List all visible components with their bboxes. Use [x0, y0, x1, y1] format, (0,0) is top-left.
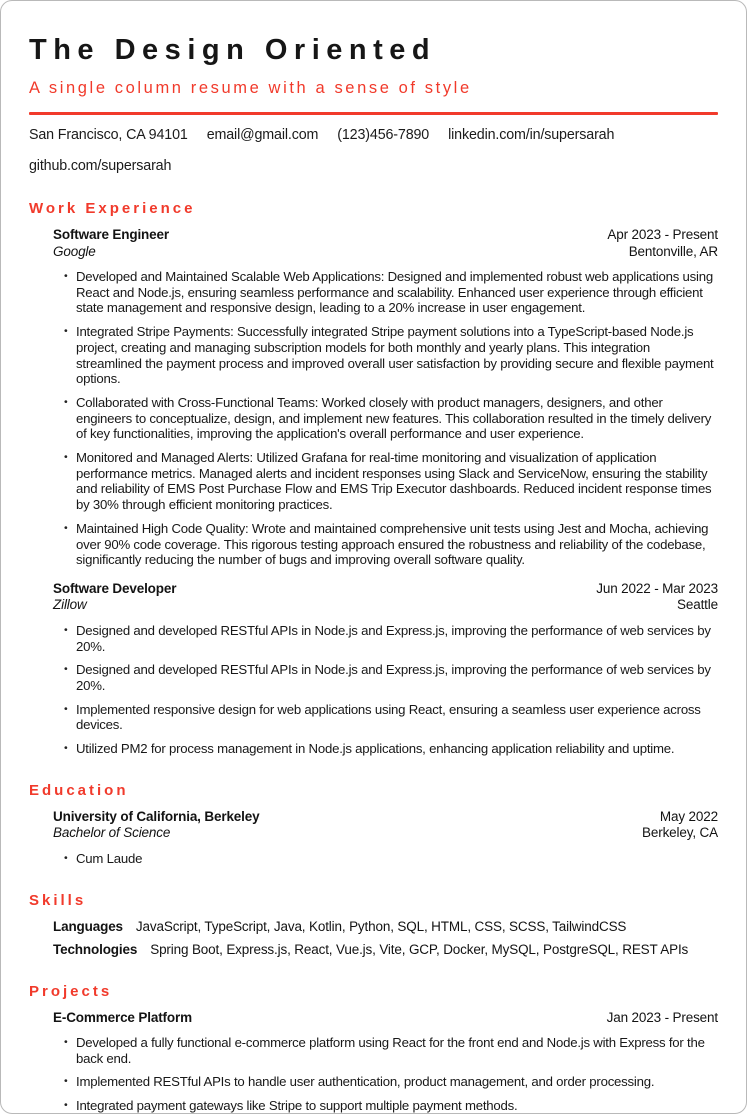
- job-location: Seattle: [677, 597, 718, 613]
- work-entry: [53, 581, 718, 757]
- date-range: Apr 2023 - Present: [607, 227, 718, 242]
- section-heading-education: Education: [29, 781, 129, 799]
- bullet-item: • Monitored and Managed Alerts: Utilized Grafana for real-time monitoring and visualization of application performance metrics. Managed alerts and incident responses using Slack and ServiceNow, ensuring the stability and reliability of EMS Post Purchase Flow and EMS Trip Executor dashboards. Reduced incident response times by 30% through efficient monitoring practices.: [63, 450, 718, 513]
- bullet-item: • Designed and developed RESTful APIs in Node.js and Express.js, improving the performance of web services by 20%.: [63, 623, 718, 654]
- company-name: Zillow: [53, 597, 87, 613]
- section-skills: [29, 892, 718, 958]
- school-name: University of California, Berkeley: [53, 808, 260, 824]
- date-range: May 2022: [659, 808, 718, 824]
- bullet-item: • Implemented responsive design for web applications using React, ensuring a seamless user experience across devices.: [63, 702, 718, 733]
- school-location: Berkeley, CA: [642, 825, 718, 841]
- bullet-list: [63, 1035, 718, 1114]
- skill-values: JavaScript, TypeScript, Java, Kotlin, Python, SQL, HTML, CSS, SCSS, TailwindCSS: [135, 918, 627, 934]
- entry-header-row: [53, 1010, 718, 1027]
- skill-row-technologies: [53, 942, 718, 958]
- bullet-list: [63, 269, 718, 568]
- entry-header-row: [53, 227, 718, 244]
- contact-location: San Francisco, CA 94101: [29, 127, 188, 143]
- section-work-experience: [29, 200, 718, 757]
- skill-label: Languages: [53, 918, 123, 934]
- bullet-item: • Designed and developed RESTful APIs in Node.js and Express.js, improving the performance of web services by 20%.: [63, 662, 718, 693]
- skill-values: Spring Boot, Express.js, React, Vue.js, Vite, GCP, Docker, MySQL, PostgreSQL, REST APIs: [150, 941, 689, 957]
- contact-linkedin: linkedin.com/in/supersarah: [448, 127, 615, 143]
- job-title: Software Developer: [53, 580, 177, 596]
- entry-header-row: [53, 809, 718, 826]
- entry-header-row: [53, 581, 718, 598]
- degree-name: Bachelor of Science: [53, 825, 171, 841]
- bullet-list: [63, 623, 718, 757]
- skill-row-languages: [53, 919, 718, 935]
- contact-email: email@gmail.com: [206, 127, 319, 143]
- date-range: Jan 2023 - Present: [606, 1009, 718, 1025]
- education-entry: [53, 809, 718, 867]
- section-education: [29, 782, 718, 867]
- resume-subtitle: A single column resume with a sense of style: [29, 79, 472, 97]
- entry-subheader-row: [53, 597, 718, 614]
- contact-phone: (123)456-7890: [337, 127, 430, 143]
- section-projects: [29, 983, 718, 1114]
- job-title: Software Engineer: [53, 227, 169, 242]
- bullet-list: [63, 851, 718, 867]
- bullet-item: • Cum Laude: [63, 851, 718, 867]
- resume-title: The Design Oriented: [29, 34, 437, 66]
- bullet-item: • Integrated Stripe Payments: Successfully integrated Stripe payment solutions into a TypeScript-based Node.js project, creating and managing subscription models for both monthly and yearly plans. This integration streamlined the payment process and improved overall user satisfaction by providing secure and flexible payment options.: [63, 324, 718, 387]
- bullet-item: • Implemented RESTful APIs to handle user authentication, product management, and order processing.: [63, 1074, 718, 1090]
- date-range: Jun 2022 - Mar 2023: [596, 580, 718, 596]
- bullet-item: • Developed and Maintained Scalable Web Applications: Designed and implemented robust web applications using React and Node.js, ensuring seamless performance and scalability. Enhanced user experience through efficient state management and responsive design, leading to a 20% increase in user engagement.: [63, 269, 718, 316]
- entry-subheader-row: [53, 825, 718, 842]
- company-name: Google: [53, 243, 96, 259]
- bullet-item: • Collaborated with Cross-Functional Teams: Worked closely with product managers, designers, and other engineers to conceptualize, design, and implement new features. This collaboration resulted in the timely delivery of key functionalities, improving the application's overall performance and user experience.: [63, 395, 718, 442]
- project-entry: [53, 1010, 718, 1114]
- bullet-item: • Maintained High Code Quality: Wrote and maintained comprehensive unit tests using Jest and Mocha, achieving over 90% code coverage. This rigorous testing approach ensured the robustness and reliability of the codebase, significantly reducing the number of bugs and improving overall software quality.: [63, 521, 718, 568]
- section-heading-projects: Projects: [29, 982, 113, 1000]
- bullet-item: • Utilized PM2 for process management in Node.js applications, enhancing application reliability and uptime.: [63, 741, 718, 757]
- job-location: Bentonville, AR: [628, 243, 718, 259]
- bullet-item: • Developed a fully functional e-commerce platform using React for the front end and Node.js with Express for the back end.: [63, 1035, 718, 1066]
- contact-bar: [29, 127, 718, 175]
- work-entry: [53, 227, 718, 568]
- project-title: E-Commerce Platform: [53, 1009, 192, 1025]
- section-heading-work: Work Experience: [29, 200, 196, 217]
- entry-subheader-row: [53, 244, 718, 261]
- header-divider: [29, 112, 718, 115]
- contact-github: github.com/supersarah: [29, 158, 172, 174]
- skill-label: Technologies: [53, 941, 138, 957]
- section-heading-skills: Skills: [29, 891, 87, 909]
- bullet-item: • Integrated payment gateways like Stripe to support multiple payment methods.: [63, 1098, 718, 1114]
